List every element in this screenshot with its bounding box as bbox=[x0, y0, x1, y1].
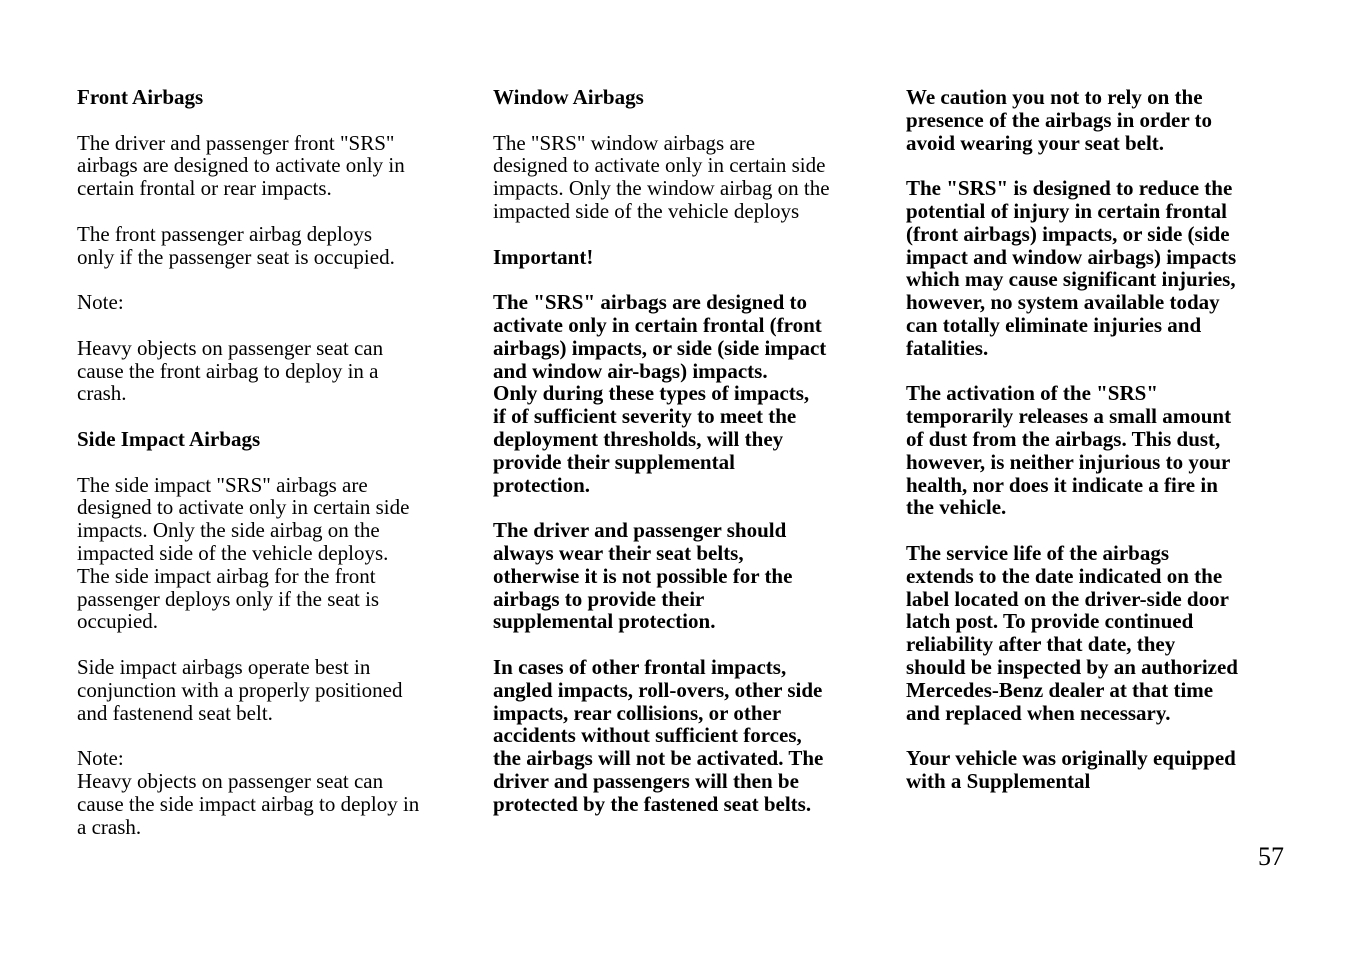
column-right bbox=[906, 86, 1306, 816]
paragraph: Your vehicle was originally equipped with a Supplemental bbox=[906, 746, 1236, 793]
heading-window-airbags: Window Airbags bbox=[493, 85, 644, 109]
paragraph: Note: Heavy objects on passenger seat can cause the side impact airbag to deploy in a crash. bbox=[77, 746, 420, 839]
heading-side-impact-airbags: Side Impact Airbags bbox=[77, 426, 261, 451]
heading-front-airbags: Front Airbags bbox=[77, 85, 204, 109]
paragraph: The driver and passenger front "SRS" airbags are designed to activate only in certain frontal or rear impacts. bbox=[77, 130, 405, 201]
paragraph: The activation of the "SRS" temporarily releases a small amount of dust from the airbags. This dust, however, is neither injurious to your health, nor does it indicate a fire in the vehicle. bbox=[906, 381, 1232, 520]
paragraph: The driver and passenger should always wear their seat belts, otherwise it is not possible for the airbags to provide their supplemental protection. bbox=[493, 518, 793, 634]
paragraph: The side impact "SRS" airbags are designed to activate only in certain side impacts. Only the side airbag on the impacted side of the vehicle deploys. The side impact airbag for the front passenger deploys only if the seat is occupied. bbox=[77, 472, 410, 634]
paragraph: We caution you not to rely on the presence of the airbags in order to avoid wearing your seat belt. bbox=[906, 85, 1213, 155]
column-left bbox=[77, 86, 462, 861]
paragraph: Side impact airbags operate best in conjunction with a properly positioned and fastenend seat belt. bbox=[77, 654, 403, 725]
paragraph: Heavy objects on passenger seat can cause the front airbag to deploy in a crash. bbox=[77, 335, 384, 406]
paragraph: The "SRS" airbags are designed to activate only in certain frontal (front airbags) impacts, or side (side impact and window air-bags) impacts. Only during these types of impacts, if of sufficient severity to meet the deployment thresholds, will they provide their supplemental protection. bbox=[493, 290, 827, 497]
note-label: Note: bbox=[77, 290, 124, 315]
paragraph: The service life of the airbags extends to the date indicated on the label located on the driver-side door latch post. To provide continued reliability after that date, they should be inspected by an authorized Mercedes-Benz dealer at that time and replaced when necessary. bbox=[906, 540, 1238, 725]
column-middle bbox=[493, 86, 878, 838]
paragraph: The "SRS" is designed to reduce the potential of injury in certain frontal (front airbags) impacts, or side (side impact and window airbags) impacts which may cause significant injuries, however, no system available today can totally eliminate injuries and fatalities. bbox=[906, 176, 1237, 360]
paragraph: In cases of other frontal impacts, angled impacts, roll-overs, other side impacts, rear collisions, or other accidents without sufficient forces, the airbags will not be activated. The driver and passengers will then be protected by the fastened seat belts. bbox=[493, 654, 824, 816]
heading-important: Important! bbox=[493, 244, 594, 269]
page-number: 57 bbox=[1258, 842, 1284, 871]
paragraph: The front passenger airbag deploys only if the passenger seat is occupied. bbox=[77, 221, 395, 269]
paragraph: The "SRS" window airbags are designed to activate only in certain side impacts. Only the window airbag on the impacted side of the vehicle deploys bbox=[493, 130, 830, 223]
